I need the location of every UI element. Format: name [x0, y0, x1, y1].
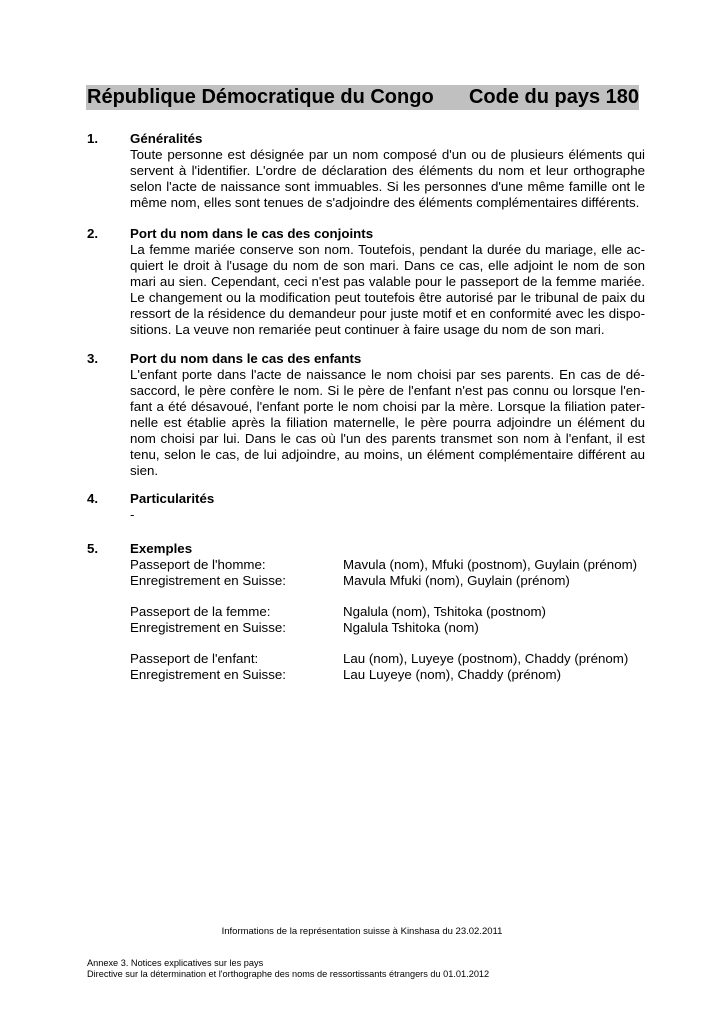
example-label: Passeport de l'enfant: [130, 651, 259, 666]
section-3 [87, 351, 645, 479]
example-row [130, 573, 645, 589]
section-number: 4. [87, 491, 99, 506]
country-code: Code du pays 180 [468, 86, 639, 108]
section-2 [87, 226, 645, 338]
section-number: 1. [87, 131, 99, 146]
paragraph-line: Le changement ou la modification peut toutefois être autorisé par le tribunal de paix du [130, 290, 645, 305]
directive-title: Directive sur la détermination et l'orthographe des noms de ressortissants étrangers du 01.01.2012 [87, 969, 490, 979]
example-row [130, 557, 645, 573]
source-note: Informations de la représentation suisse à Kinshasa du 23.02.2011 [221, 926, 503, 937]
example-row [130, 651, 645, 667]
page-title: République Démocratique du Congo [87, 86, 434, 108]
paragraph-line: servent à l'identifier. L'ordre de déclaration des éléments du nom et leur orthographe [130, 163, 645, 178]
example-label: Passeport de l'homme: [130, 557, 266, 572]
paragraph-line: mari au sien. Cependant, ceci n'est pas valable pour le passeport de la femme mariée. [130, 274, 645, 289]
example-value: Lau (nom), Luyeye (postnom), Chaddy (prénom) [343, 651, 629, 666]
section-heading: Exemples [130, 541, 193, 556]
paragraph-line: saccord, le père confère le nom. Si le père de l'enfant n'est pas connu ou lorsque l'en- [130, 383, 645, 398]
example-row [130, 604, 645, 620]
example-row [130, 620, 645, 636]
paragraph-line: ressort de la résidence du demandeur pour juste motif et en conformité avec les dispo- [130, 306, 645, 321]
section-1 [87, 131, 645, 211]
example-value: Ngalula Tshitoka (nom) [343, 620, 479, 635]
example-value: Mavula Mfuki (nom), Guylain (prénom) [343, 573, 570, 588]
section-number: 2. [87, 226, 99, 241]
example-value: Mavula (nom), Mfuki (postnom), Guylain (prénom) [343, 557, 638, 572]
paragraph-line: même nom, elles sont tenues de s'adjoindre des éléments complémentaires différents. [130, 195, 640, 210]
section-heading: Généralités [130, 131, 203, 146]
footer-annex [87, 958, 489, 980]
section-heading: Port du nom dans le cas des enfants [130, 351, 362, 366]
paragraph-line: nelle est établie après la filiation maternelle, le père pourra adjoindre un élément du [130, 415, 645, 430]
section-number: 3. [87, 351, 99, 366]
paragraph-line: nom choisi par lui. Dans le cas où l'un des parents transmet son nom à l'enfant, il est [130, 431, 645, 446]
paragraph-line: tenu, selon le cas, de lui adjoindre, au moins, un élément complémentaire différent au [130, 447, 645, 462]
paragraph-line: sien. [130, 463, 159, 478]
section-heading: Port du nom dans le cas des conjoints [130, 226, 374, 241]
paragraph-line: - [130, 507, 135, 522]
section-number: 5. [87, 541, 99, 556]
paragraph-line: sitions. La veuve non remariée peut continuer à faire usage du nom de son mari. [130, 322, 605, 337]
title-bar [86, 85, 639, 110]
example-label: Enregistrement en Suisse: [130, 620, 286, 635]
example-label: Enregistrement en Suisse: [130, 667, 286, 682]
paragraph-line: La femme mariée conserve son nom. Toutefois, pendant la durée du mariage, elle ac- [130, 242, 645, 257]
paragraph-line: Toute personne est désignée par un nom composé d'un ou de plusieurs éléments qui [130, 147, 645, 162]
example-label: Passeport de la femme: [130, 604, 271, 619]
example-label: Enregistrement en Suisse: [130, 573, 286, 588]
example-value: Lau Luyeye (nom), Chaddy (prénom) [343, 667, 562, 682]
paragraph-line: fant a été désavoué, l'enfant porte le nom choisi par la mère. Lorsque la filiation pater- [130, 399, 645, 414]
paragraph-line: L'enfant porte dans l'acte de naissance le nom choisi par ses parents. En cas de dé- [130, 367, 645, 382]
section-4 [87, 491, 645, 523]
example-value: Ngalula (nom), Tshitoka (postnom) [343, 604, 546, 619]
example-row [130, 667, 645, 683]
section-heading: Particularités [130, 491, 215, 506]
paragraph-line: selon l'acte de naissance sont immuables. Si les personnes d'une même famille ont le [130, 179, 645, 194]
paragraph-line: quiert le droit à l'usage du nom de son mari. Dans ce cas, elle adjoint le nom de son [130, 258, 645, 273]
annex-title: Annexe 3. Notices explicatives sur les pays [87, 958, 264, 968]
section-5 [87, 541, 645, 683]
